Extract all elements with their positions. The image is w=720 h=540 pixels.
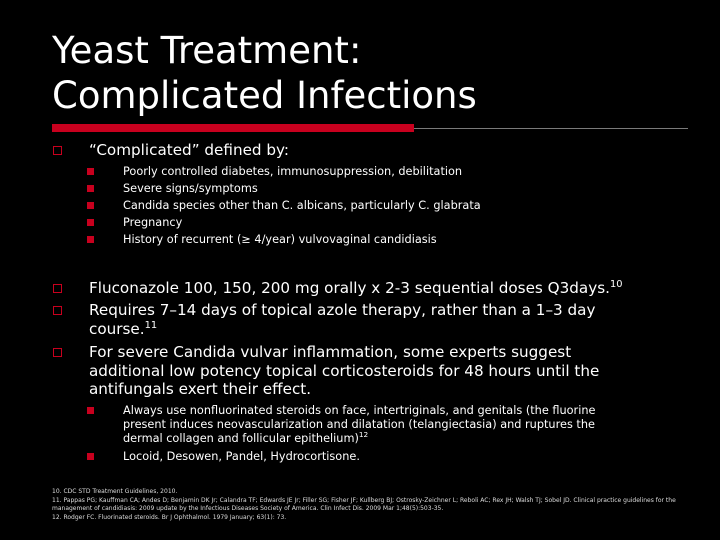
criteria-item xyxy=(123,182,663,196)
title-line-1: Yeast Treatment: xyxy=(52,29,362,72)
criteria-text: Pregnancy xyxy=(123,216,183,229)
note-line xyxy=(123,432,663,446)
criteria-text: Candida species other than C. albicans, particularly C. glabrata xyxy=(123,199,481,212)
bullet-text: course. xyxy=(89,319,145,338)
criteria-item xyxy=(123,233,663,247)
note-text: dermal collagen and follicular epithelium) xyxy=(123,432,359,445)
slide-title xyxy=(52,28,477,118)
filled-square-bullet-icon xyxy=(87,185,94,192)
bullet-severe xyxy=(89,343,679,399)
bullet-topical xyxy=(89,301,679,338)
bullet-text-line xyxy=(89,320,679,339)
criteria-text: Severe signs/symptoms xyxy=(123,182,258,195)
bullet-text: Fluconazole 100, 150, 200 mg orally x 2-3 sequential doses Q3days. xyxy=(89,279,610,297)
reference-item: 12. Rodger FC. Fluorinated steroids. Br J Ophthalmol. 1979 January; 63(1): 73. xyxy=(52,513,287,521)
bullet-complicated xyxy=(89,141,679,160)
criteria-item xyxy=(123,199,663,213)
steroid-examples xyxy=(123,450,663,464)
note-line: present induces neovascularization and dilatation (telangiectasia) and ruptures the xyxy=(123,418,595,431)
filled-square-bullet-icon xyxy=(87,407,94,414)
title-line-2: Complicated Infections xyxy=(52,74,477,117)
criteria-item xyxy=(123,165,663,179)
filled-square-bullet-icon xyxy=(87,202,94,209)
reference-item: 10. CDC STD Treatment Guidelines, 2010. xyxy=(52,488,178,495)
criteria-item xyxy=(123,216,663,230)
bullet-text-line: For severe Candida vulvar inflammation, some experts suggest xyxy=(89,343,572,361)
filled-square-bullet-icon xyxy=(87,453,94,460)
examples-text: Locoid, Desowen, Pandel, Hydrocortisone. xyxy=(123,450,360,463)
bullet-fluconazole xyxy=(89,279,679,298)
filled-square-bullet-icon xyxy=(87,236,94,243)
citation-ref: 11 xyxy=(144,319,158,331)
square-bullet-icon xyxy=(53,348,62,357)
criteria-text: Poorly controlled diabetes, immunosuppression, debilitation xyxy=(123,165,463,178)
bullet-text-line: additional low potency topical corticosteroids for 48 hours until the xyxy=(89,361,600,380)
bullet-text: “Complicated” defined by: xyxy=(89,141,290,159)
bullet-text-line: antifungals exert their effect. xyxy=(89,380,312,398)
filled-square-bullet-icon xyxy=(87,168,94,175)
square-bullet-icon xyxy=(53,146,62,155)
reference-item: 11. Pappas PG; Kauffman CA; Andes D; Benjamin DK Jr; Calandra TF; Edwards JE Jr; Filler SG; Fisher JF; Kullberg BJ; Ostrosky-Zeichner L; Reboli AC; Rex JH; Walsh TJ; Sobel JD. Clinical practice guidelines for the management of candidiasis: 2009 update by the Infectious Diseases Society of America. Clin Infect Dis. 2009 Mar 1;48(5):503-35. xyxy=(52,496,676,513)
square-bullet-icon xyxy=(53,284,62,293)
citation-ref: 12 xyxy=(358,430,369,440)
criteria-text: History of recurrent (≥ 4/year) vulvovaginal candidiasis xyxy=(123,233,437,246)
note-line: Always use nonfluorinated steroids on face, intertriginals, and genitals (the fluorine xyxy=(123,404,596,417)
square-bullet-icon xyxy=(53,306,62,315)
title-accent-bar xyxy=(52,124,414,132)
filled-square-bullet-icon xyxy=(87,219,94,226)
steroid-note xyxy=(123,404,663,446)
citation-ref: 10 xyxy=(609,278,623,290)
references xyxy=(52,488,692,522)
bullet-text-line: Requires 7–14 days of topical azole therapy, rather than a 1–3 day xyxy=(89,301,596,319)
